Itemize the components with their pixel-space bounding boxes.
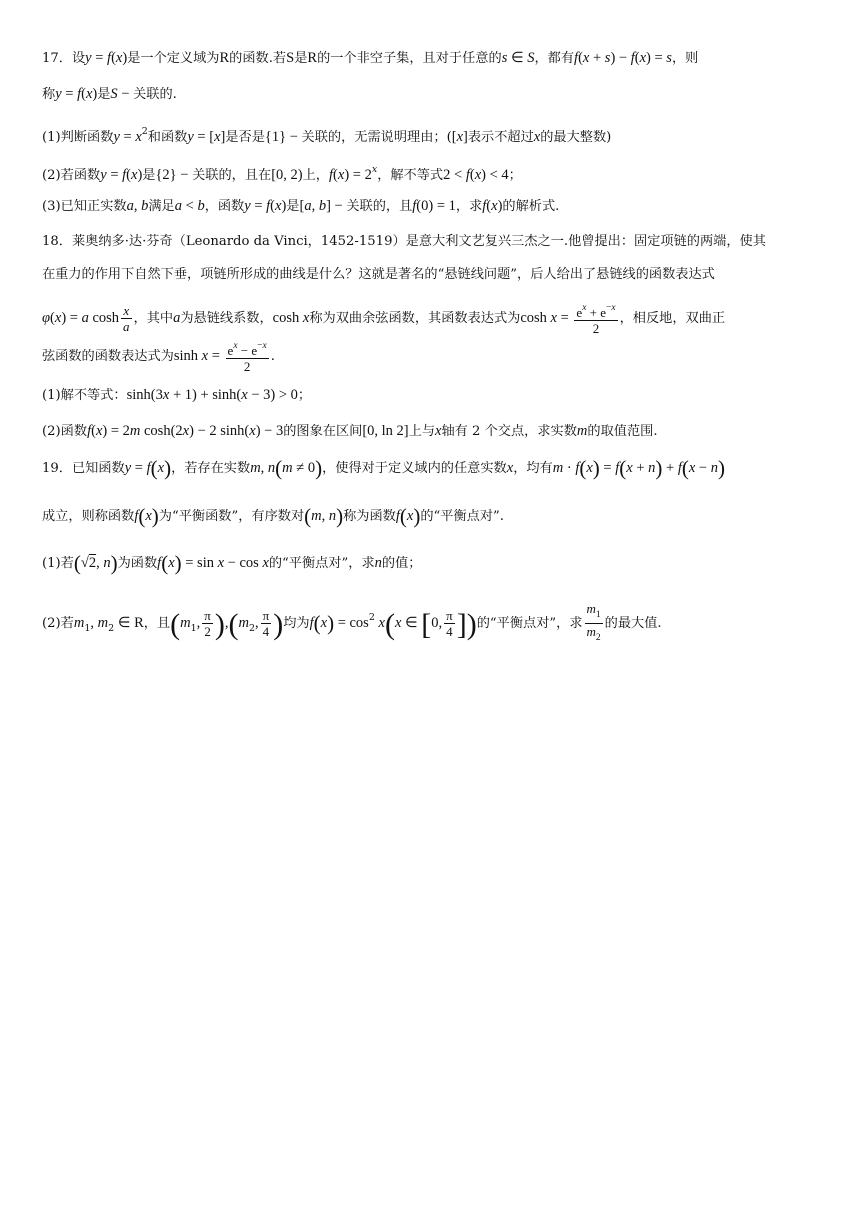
q18-line-2: 在重力的作用下自然下垂，项链所形成的曲线是什么？这就是著名的“悬链线问题”，后人给出了悬链线的函数表达式: [42, 267, 715, 282]
q18-part-2: (2)函数f(x) = 2m cosh(2x) − 2 sinh(x) − 3的图象在区间[0, ln 2]上与x轴有 2 个交点，求实数m的取值范围.: [42, 423, 658, 439]
q17-line-2: 称y = f(x)是S − 关联的.: [42, 86, 177, 102]
q19-part-1: (1)若(√2, n)为函数f(x) = sin x − cos x的“平衡点对”，求n的值；: [42, 551, 422, 575]
q18-line-3: φ(x) = a cosh $\frac{x}{a}$ ，其中a为悬链线系数，cosh x称为双曲余弦函数，其函数表达式为cosh x = $\frac{e^x + e^{-x}}{2}$ ，相反地，双曲正: [42, 303, 726, 336]
q17-line-1: 17．设y = f(x)是一个定义域为R的函数.若S是R的一个非空子集，且对于任意的s ∈ S，都有f(x + s) − f(x) = s，则: [42, 50, 699, 66]
q17-part-2: (2)若函数y = f(x)是{2} − 关联的，且在[0, 2)上，$f(x) = 2^x$，解不等式2 < f(x) < 4；: [42, 164, 522, 183]
q18-part-1: (1)解不等式：sinh(3x + 1) + sinh(x − 3) > 0；: [42, 387, 312, 403]
q19-line-2: 成立，则称函数f(x)为“平衡函数”，有序数对(m, n)称为函数f(x)的“平衡点对”.: [42, 504, 504, 528]
q18-line-1: 18．莱奥纳多·达·芬奇（Leonardo da Vinci，1452-1519）是意大利文艺复兴三杰之一.他曾提出：固定项链的两端，使其: [42, 234, 766, 249]
q19-part-2: (2)若$m_1$, $m_2$ ∈ R，且($m_1$, $\frac{\pi}{2}$ )$,(m_2$, $\frac{\pi}{4}$ )均为$f(x) = \cos^2 x(x$ ∈ [0, $\frac{\pi}{4}$ ])的“平衡点对”，求 $\frac{m_1}{m_2}$ 的最大值.: [42, 601, 662, 643]
q17-part-3: (3)已知正实数a, b满足a < b，函数y = f(x)是[a, b] − 关联的，且f(0) = 1，求f(x)的解析式.: [42, 198, 560, 214]
q17-part-1: (1)判断函数$y = x^2$和函数y = [x]是否是{1} − 关联的，无需说明理由；([x]表示不超过x的最大整数): [42, 126, 612, 145]
q19-line-1: 19．已知函数y = f(x)，若存在实数m, n(m ≠ 0)，使得对于定义域内的任意实数x，均有m · f(x) = f(x + n) + f(x − n): [42, 456, 725, 480]
q18-line-4: 弦函数的函数表达式为sinh x = $\frac{e^x - e^{-x}}{2}$ .: [42, 341, 275, 374]
